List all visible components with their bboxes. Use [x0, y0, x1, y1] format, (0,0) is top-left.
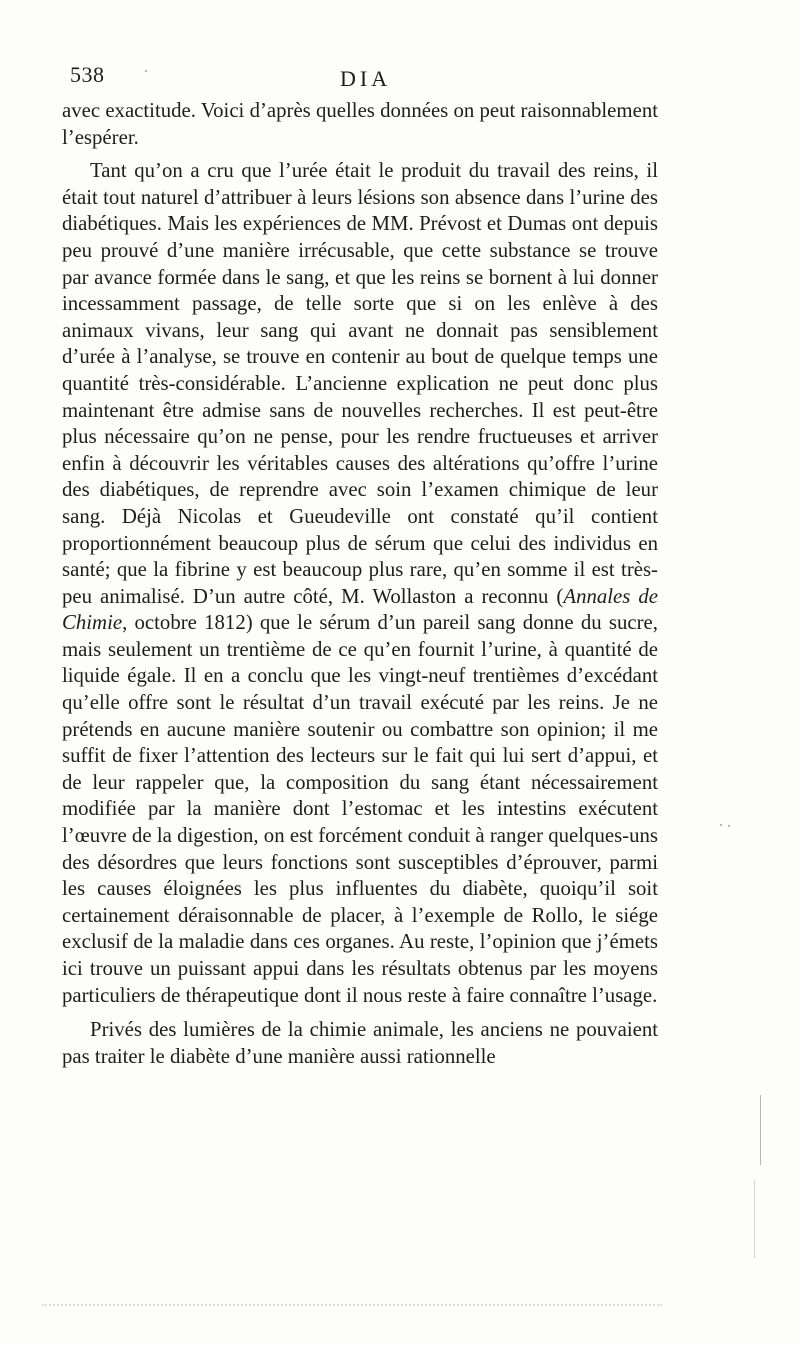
closing-paragraph: Privés des lumières de la chimie animale, les anciens ne pouvaient pas traiter le diabète d’une manière aussi rationnelle: [62, 1018, 658, 1068]
scan-speck: [728, 825, 730, 827]
main-paragraph-part-1: Tant qu’on a cru que l’urée était le produit du travail des reins, il était tout naturel d’attribuer à leurs lésions son absence dans l’urine des diabétiques. Mais les expériences de MM. Prévost et Dumas ont depuis peu prouvé d’une manière irrécusable, que cette substance se trouve par avance formée dans le sang, et que les reins se bornent à lui donner incessamment passage, de telle sorte que si on les enlève à des animaux vivans, leur sang qui avant ne donnait pas sensiblement d’urée à l’analyse, se trouve en contenir au bout de quelque temps une quantité très-considérable. L’ancienne explication ne peut donc plus maintenant être admise sans de nouvelles recherches. Il est peut-être plus nécessaire qu’on ne pense, pour les rendre fructueuses et arriver enfin à découvrir les véritables causes des altérations qu’offre l’urine des diabétiques, de reprendre avec soin l’examen chimique de leur sang. Déjà Nicolas et Gueudeville ont constaté qu’il contient proportionnément beaucoup plus de sérum que celui des individus en santé; que la fibrine y est beaucoup plus rare, qu’en somme il est très-peu animalisé. D’un autre côté, M. Wollaston a reconnu (: [62, 159, 658, 608]
bottom-scan-artifact: [42, 1304, 662, 1308]
main-paragraph: [62, 158, 658, 1009]
main-paragraph-part-2: , octobre 1812) que le sérum d’un pareil sang donne du sucre, mais seulement un trentième de ce qu’en fournit l’urine, à quantité de liquide égale. Il en a conclu que les vingt-neuf trentièmes d’excédant qu’elle offre sont le résultat d’un travail exécuté par les reins. Je ne prétends en aucune manière soutenir ou combattre son opinion; il me suffit de fixer l’attention des lecteurs sur le fait qui lui sert d’appui, et de leur rappeler que, la composition du sang étant nécessairement modifiée par la manière dont l’estomac et les intestins exécutent l’œuvre de la digestion, on est forcément conduit à ranger quelques-uns des désordres que leurs fonctions sont susceptibles d’éprouver, parmi les causes éloignées les plus influentes du diabète, quoiqu’il soit certainement déraisonnable de placer, à l’exemple de Rollo, le siége exclusif de la maladie dans ces organes. Au reste, l’opinion que j’émets ici trouve un puissant appui dans les résultats obtenus par les moyens particuliers de thérapeutique dont il nous reste à faire connaître l’usage.: [62, 611, 658, 1007]
scan-edge-mark: [760, 1095, 761, 1165]
running-head: DIA: [340, 66, 392, 91]
scan-speck: [720, 824, 722, 826]
page-text: [62, 98, 658, 1071]
journal-citation: Annales de Chimie: [62, 584, 658, 635]
scan-speck: [145, 70, 147, 72]
page-number: 538: [70, 62, 105, 87]
scan-edge-mark: [754, 1180, 755, 1258]
opening-text-fragment: avec exactitude. Voici d’après quelles données on peut raisonnablement l’espérer.: [62, 99, 658, 149]
page-header: [62, 62, 682, 102]
